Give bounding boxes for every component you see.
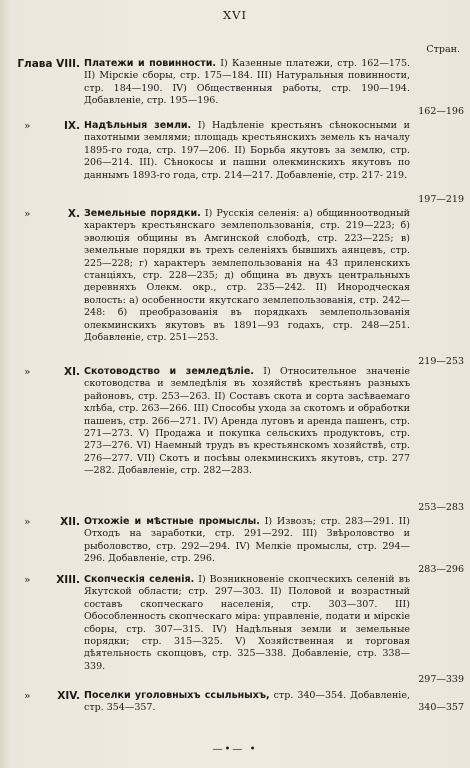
chapter-pages: 340—357: [418, 702, 464, 713]
ditto-mark: »: [24, 120, 31, 132]
ditto-mark: »: [24, 690, 31, 702]
ditto-mark: »: [24, 366, 31, 378]
chapter-number: Глава VIII.: [17, 58, 80, 70]
chapter-title: Скотоводство и земледѣліе.: [84, 366, 254, 377]
chapter-contents: I) Русскія селенія: а) общинноотводный характеръ крестьянскаго землепользованія, стр. 219—223; б) эволюція общины въ Амгинской слободѣ, стр. 223—225; в) земельные порядки въ трехъ селеніяхъ бывшихъ аянцевъ, стр. 225—228; г) характеръ землепользованія на 43 приленскихъ станціяхъ, стр. 228—235; д) община въ двухъ центральныхъ деревняхъ Олекм. окр., стр. 235—242. II) Инородческая волость: а) особенности якутскаго землепользованія, стр. 242—248: б) преобразованія въ порядкахъ землепользованія олекминскихъ якутовъ въ 1891—93 годахъ, стр. 248—251. Добавленіе, стр. 251—253.: [84, 208, 410, 344]
ditto-mark: »: [24, 574, 31, 586]
chapter-contents: I) Относительное значеніе скотоводства и земледѣлія въ хозяйствѣ крестьянъ разныхъ районовъ, стр. 253—263. II) Составъ скота и сорта засѣваемаго хлѣба, стр. 263—266. III) Способы ухода за скотомъ и обработки пашенъ, стр. 266—271. IV) Аренда луговъ и аренда пашенъ, стр. 271—273. V) Продажа и покупка сельскихъ продуктовъ, стр. 273—276. VI) Наемный трудъ въ крестьянскомъ хозяйствѣ, стр. 276—277. VII) Скотъ и посѣвы олекминскихъ якутовъ, стр. 277—282. Добавленіе, стр. 282—283.: [84, 366, 410, 477]
toc-entry-chapter-10: [0, 208, 470, 368]
chapter-contents: I) Надѣленіе крестьянъ сѣнокосными и пахотными землями; площадь крестьянскихъ земель къ началу 1895-го года, стр. 197—206. II) Борьба якутовъ за землю, стр. 206—214. III). Сѣнокосы и пашни олекминскихъ якутовъ по даннымъ 1893-го года, стр. 214—217. Добавленіе, стр. 217- 219.: [84, 120, 410, 181]
ditto-mark: »: [24, 516, 31, 528]
pages-column-label: Стран.: [426, 44, 460, 55]
chapter-contents: I) Извозъ; стр. 283—291. II) Отходъ на заработки, стр. 291—292. III) Звѣроловство и рыболовство, стр. 292—294. IV) Мелкіе промыслы, стр. 294—296. Добавленіе, стр. 296.: [84, 516, 410, 565]
chapter-title: Отхожіе и мѣстные промыслы.: [84, 516, 260, 527]
chapter-text: [84, 120, 410, 182]
chapter-number: XIV.: [57, 690, 80, 702]
chapter-number: XII.: [60, 516, 80, 528]
toc-entry-chapter-11: [0, 366, 470, 518]
chapter-number: X.: [67, 208, 80, 220]
chapter-text: [84, 574, 410, 673]
chapter-number: XI.: [64, 366, 80, 378]
chapter-contents: I) Возникновеніе скопческихъ селеній въ Якутской области; стр. 297—303. II) Половой и возрастный составъ скопческаго населенія, стр. 303—307. III) Обособленность скопческаго міра: управленіе, подати и мірскіе сборы, стр. 307—315. IV) Надѣльныя земли и земельные порядки; стр. 315—325. V) Хозяйственная и торговая дѣятельность скопцовъ, стр. 325—338. Добавленіе, стр. 338—339.: [84, 574, 410, 672]
chapter-title: Надѣльныя земли.: [84, 120, 192, 131]
toc-entry-chapter-12: [0, 516, 470, 580]
chapter-title: Поселки уголовныхъ ссыльныхъ,: [84, 690, 270, 701]
chapter-title: Скопческія селенія.: [84, 574, 195, 585]
ditto-mark: »: [24, 208, 31, 220]
chapter-number: XIII.: [56, 574, 80, 586]
chapter-text: [84, 208, 410, 344]
chapter-pages: 162—196: [418, 106, 464, 117]
chapter-number: IX.: [64, 120, 80, 132]
chapter-pages: 197—219: [418, 194, 464, 205]
chapter-title: Платежи и повинности.: [84, 58, 216, 69]
chapter-contents: I) Казенные платежи, стр. 162—175. II) Мірскіе сборы, стр. 175—184. III) Натуральныя повинности, стр. 184—190. IV) Общественныя работы, стр. 190—194. Добавленіе, стр. 195—196.: [84, 58, 411, 107]
toc-entry-chapter-13: [0, 574, 470, 686]
toc-entry-chapter-9: [0, 120, 470, 206]
chapter-title: Земельные порядки.: [84, 208, 201, 219]
chapter-pages: 297—339: [418, 674, 464, 685]
page-number: XVI: [222, 8, 248, 22]
chapter-contents: стр. 340—354. Добавленіе, стр. 354—357.: [84, 690, 410, 714]
toc-entry-chapter-14: [0, 690, 470, 720]
chapter-pages: 253—283: [418, 502, 464, 513]
chapter-text: [84, 58, 410, 108]
toc-entry-chapter-8: [0, 58, 470, 118]
page-ornament: —•— •: [212, 744, 258, 755]
chapter-pages: 283—296: [418, 564, 464, 575]
chapter-text: [84, 366, 410, 478]
chapter-text: [84, 516, 410, 566]
chapter-text: [84, 690, 410, 715]
chapter-pages: 219—253: [418, 356, 464, 367]
